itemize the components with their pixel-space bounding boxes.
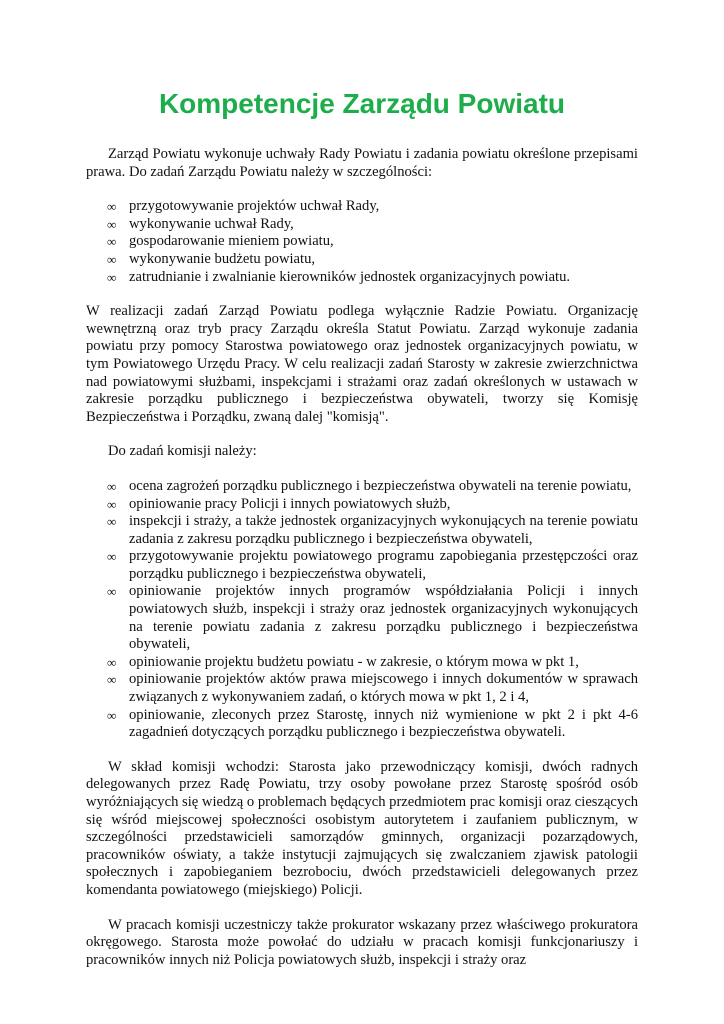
bullet-icon: ∞ — [107, 216, 117, 232]
bullet-icon: ∞ — [107, 707, 117, 723]
list-item: ∞ gospodarowanie mieniem powiatu, — [107, 233, 334, 250]
bullet-icon: ∞ — [107, 478, 117, 494]
bullet-icon: ∞ — [107, 234, 117, 250]
bullet-icon: ∞ — [107, 514, 117, 530]
composition-paragraph: W skład komisji wchodzi: Starosta jako przewodniczący komisji, dwóch radnych delegowanych przez Radę Powiatu, trzy osoby powołane przez Starostę spośród osób wyróżniających się wiedzą o problemach będących przedmiotem prac komisji oraz cieszących się wśród miejscowej społeczności osobistym autorytetem i zaufaniem publicznym, w szczególności przedstawicieli samorządów gminnych, organizacji pozarządowych, pracowników oświaty, a także instytucji zajmujących się zwalczaniem zjawisk patologii społecznych i zapobieganiem bezrobociu, dwóch przedstawicieli delegowanych przez komendanta powiatowego (miejskiego) Policji. — [86, 758, 638, 898]
list-item: ∞ przygotowywanie projektów uchwał Rady, — [107, 198, 380, 215]
list-item: ∞ opiniowanie projektu budżetu powiatu - w zakresie, o którym mowa w pkt 1, — [107, 653, 579, 670]
bullet-icon: ∞ — [107, 496, 117, 512]
bullet-icon: ∞ — [107, 672, 117, 688]
prosecutor-paragraph: W pracach komisji uczestniczy także prokurator wskazany przez właściwego prokuratora okręgowego. Starosta może powołać do udziału w pracach komisji funkcjonariuszy i pracowników innych niż Policja powiatowych służb, inspekcji i straży oraz — [86, 916, 638, 968]
bullet-icon: ∞ — [107, 654, 117, 670]
bullet-icon: ∞ — [107, 549, 117, 565]
list-item: ∞ opiniowanie, zleconych przez Starostę, innych niż wymienione w pkt 2 i pkt 4-6 zagadnień dotyczących porządku publicznego i bezpieczeństwa obywateli. — [107, 706, 638, 741]
list-item: ∞ ocena zagrożeń porządku publicznego i bezpieczeństwa obywateli na terenie powiatu, — [107, 477, 632, 494]
list-item: ∞ przygotowywanie projektu powiatowego programu zapobiegania przestępczości oraz porządku publicznego i bezpieczeństwa obywateli, — [107, 548, 638, 582]
duties-list — [86, 198, 638, 286]
list-item: ∞ opiniowanie projektów innych programów współdziałania Policji i innych powiatowych służb, inspekcji i straży oraz jednostek organizacyjnych wykonujących na terenie powiatu zadania z zakresu porządku publicznego i bezpieczeństwa obywateli, — [107, 583, 638, 653]
commission-intro: Do zadań komisji należy: — [108, 443, 257, 460]
bullet-icon: ∞ — [107, 199, 117, 215]
page-title: Kompetencje Zarządu Powiatu — [158, 88, 566, 119]
list-item: ∞ wykonywanie uchwał Rady, — [107, 215, 294, 232]
commission-tasks-list — [86, 478, 638, 742]
bullet-icon: ∞ — [107, 251, 117, 267]
list-item: ∞ opiniowanie projektów aktów prawa miejscowego i innych dokumentów w sprawach związanych z wykonywaniem zadań, o których mowa w pkt 1, 2 i 4, — [107, 671, 638, 706]
list-item: ∞ opiniowanie pracy Policji i innych powiatowych służb, — [107, 495, 451, 512]
list-item: ∞ inspekcji i straży, a także jednostek organizacyjnych wykonujących na terenie powiatu zadania z zakresu porządku publicznego i bezpieczeństwa obywateli, — [107, 513, 638, 547]
list-item: ∞ zatrudnianie i zwalnianie kierowników jednostek organizacyjnych powiatu. — [107, 268, 571, 285]
bullet-icon: ∞ — [107, 584, 117, 600]
document-body — [86, 146, 638, 969]
list-item: ∞ wykonywanie budżetu powiatu, — [107, 250, 316, 267]
intro-paragraph: Zarząd Powiatu wykonuje uchwały Rady Powiatu i zadania powiatu określone przepisami prawa. Do zadań Zarządu Powiatu należy w szczególności: — [86, 146, 638, 180]
organization-paragraph: W realizacji zadań Zarząd Powiatu podlega wyłącznie Radzie Powiatu. Organizację wewnętrzną oraz tryb pracy Zarządu określa Statut Powiatu. Zarząd wykonuje zadania powiatu przy pomocy Starostwa powiatowego oraz jednostek organizacyjnych powiatu, w tym Powiatowego Urzędu Pracy. W celu realizacji zadań Starosty w zakresie zwierzchnictwa nad powiatowymi służbami, inspekcjami i strażami oraz zadań określonych w ustawach w zakresie porządku publicznego i bezpieczeństwa obywateli, tworzy się Komisję Bezpieczeństwa i Porządku, zwaną dalej "komisją". — [86, 303, 638, 425]
bullet-icon: ∞ — [107, 269, 117, 285]
